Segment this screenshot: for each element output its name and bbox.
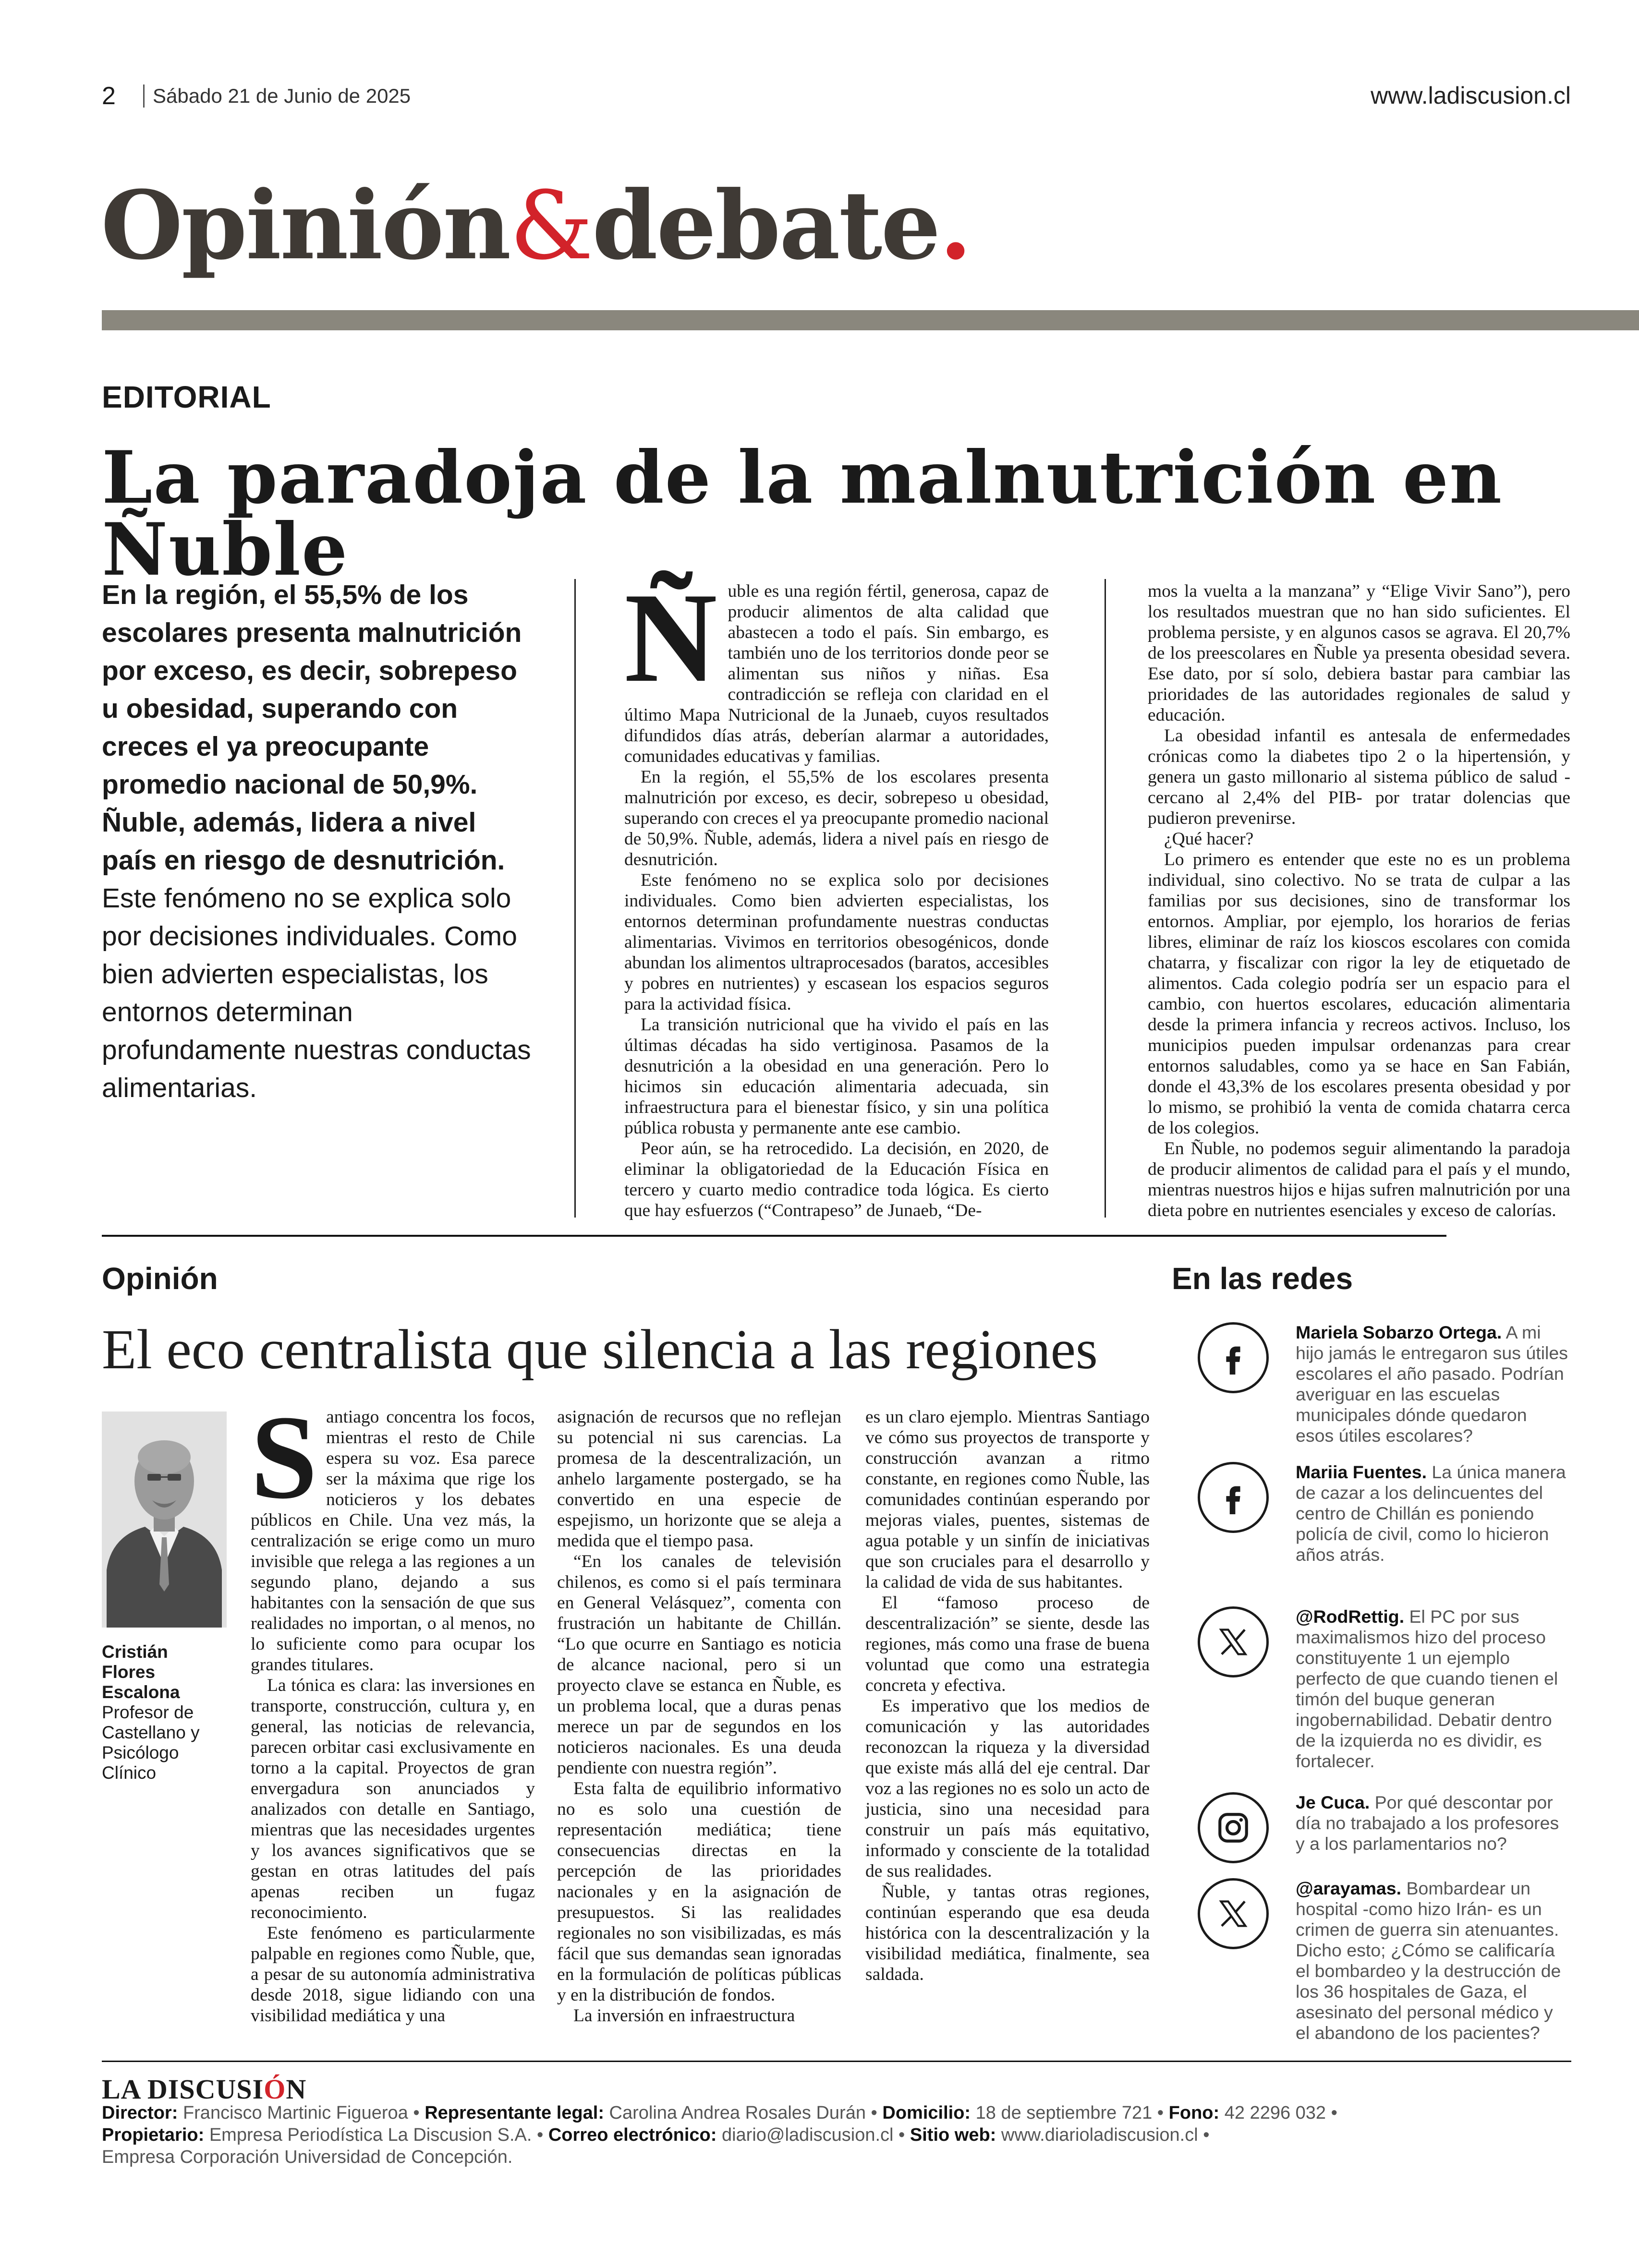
header-divider bbox=[143, 84, 145, 108]
masthead-line-2: Propietario: Empresa Periodística La Discusion S.A. • Correo electrónico: diario@ladiscusion.cl • Sitio web: www.diarioladiscusion.cl • bbox=[102, 2125, 1210, 2145]
opinion-headline: El eco centralista que silencia a las regiones bbox=[102, 1318, 1098, 1381]
editorial-lead-bold: En la región, el 55,5% de los escolares presenta malnutrición por exceso, es decir, sobrepeso u obesidad, superando con creces el ya preocupante promedio nacional de 50,9%. Ñuble, además, lidera a nivel país en riesgo de desnutrición. bbox=[102, 579, 522, 876]
issue-date: Sábado 21 de Junio de 2025 bbox=[153, 84, 411, 107]
opinion-column-3 bbox=[865, 1407, 1150, 1985]
social-section-label: En las redes bbox=[1172, 1261, 1353, 1296]
section-rule bbox=[102, 310, 1639, 330]
editorial-paragraph: ¿Qué hacer? bbox=[1164, 829, 1254, 849]
social-post-user: Mariia Fuentes. bbox=[1296, 1462, 1427, 1482]
opinion-column-2 bbox=[557, 1407, 841, 2026]
column-divider bbox=[574, 579, 576, 1218]
opinion-label: Opinión bbox=[102, 1261, 218, 1296]
newspaper-logo: LA DISCUSIÓN bbox=[102, 2074, 307, 2105]
email-link[interactable]: diario@ladiscusion.cl bbox=[721, 2125, 894, 2145]
social-post-user: @arayamas. bbox=[1296, 1878, 1402, 1898]
editorial-paragraph: La transición nutricional que ha vivido el país en las últimas décadas ha sido vertiginosa. Pasamos de la desnutrición a la obesidad en una generación. Pero lo hicimos sin educación alimentaria adecuada, sin infraestructura para el bienestar físico, y sin una política pública robusta y permanente ante ese cambio. bbox=[624, 1015, 1049, 1138]
opinion-paragraph: Este fenómeno es particularmente palpable en regiones como Ñuble, que, a pesar de su autonomía administrativa desde 2018, sigue lidiando con una visibilidad mediática y una bbox=[251, 1923, 535, 2026]
website-link[interactable]: www.diarioladiscusion.cl bbox=[1001, 2125, 1198, 2145]
opinion-paragraph: Esta falta de equilibrio informativo no es solo una cuestión de representación mediática; tiene consecuencias directas en la percepción de las prioridades nacionales y en la asignación de presupuestos. Si las realidades regionales no son visibilizadas, es más fácil que sus demandas sean ignoradas en la formulación de políticas públicas y en la distribución de fondos. bbox=[557, 1779, 841, 2005]
section-divider bbox=[102, 1235, 1446, 1237]
opinion-paragraph: Es imperativo que los medios de comunicación y las autoridades reconozcan la riqueza y la diversidad que existe más allá del eje central. Dar voz a las regiones no es solo un acto de justicia, sino una necesidad para construir un país más equitativo, informado y consciente de la totalidad de sus realidades. bbox=[865, 1696, 1150, 1881]
editorial-paragraph: Peor aún, se ha retrocedido. La decisión, en 2020, de eliminar la obligatoriedad de la Educación Física en tercero y cuarto medio contradice toda lógica. Es cierto que hay esfuerzos (“Contrapeso” de Junaeb, “De- bbox=[624, 1139, 1049, 1220]
editorial-paragraph: En la región, el 55,5% de los escolares presenta malnutrición por exceso, es decir, sobrepeso u obesidad, superando con creces el ya preocupante promedio nacional de 50,9%. Ñuble, además, lidera a nivel país en riesgo de desnutrición. bbox=[624, 767, 1049, 869]
opinion-paragraph: La inversión en infraestructura bbox=[573, 2006, 795, 2026]
website-link[interactable]: www.ladiscusion.cl bbox=[1371, 82, 1571, 109]
editorial-paragraph: mos la vuelta a la manzana” y “Elige Vivir Sano”), pero los resultados muestran que no han sido suficientes. El problema persiste, y en algunos casos se agrava. El 20,7% de los preescolares en Ñuble ya presenta obesidad severa. Ese dato, por sí solo, debiera bastar para cambiar las prioridades de las autoridades regionales de salud y educación. bbox=[1148, 581, 1570, 725]
author-role: Profesor de Castellano y Psicólogo Clínico bbox=[102, 1702, 200, 1783]
editorial-column-2 bbox=[1148, 581, 1570, 1221]
editorial-paragraph: Lo primero es entender que este no es un problema individual, sino colectivo. No se trata de culpar a las familias por sus decisiones, sino de transformar los entornos. Ampliar, por ejemplo, los horarios de ferias libres, eliminar de raíz los kioscos escolares con comida chatarra, y fiscalizar con rigor la ley de etiquetado de alimentos. Cada colegio podría ser un espacio para el cambio, con huertos escolares, educación alimentaria desde la primera infancia y recreos activos. Incluso, los municipios pueden impulsar ordenanzas para crear entornos saludables, como ya se hace en San Fabián, donde el 43,3% de los escolares presenta obesidad y por lo mismo, se prohibió la venta de comida chatarra cerca de los colegios. bbox=[1148, 850, 1570, 1138]
opinion-paragraph: “En los canales de televisión chilenos, es como si el país terminara en General Velásquez”, comenta con frustración un habitante de Chillán. “Lo que ocurre en Santiago es noticia de alcance nacional, pero si un proyecto clave se estanca en Ñuble, es un problema local, que a duras penas merece un par de segundos en los noticieros nacionales. Es una deuda pendiente con nuestra región”. bbox=[557, 1552, 841, 1778]
author-photo bbox=[102, 1411, 227, 1628]
social-post-text: @RodRettig. El PC por sus maximalismos hizo del proceso constituyente 1 un ejemplo perfecto de que cuando tienen el timón del buque generan ingobernabilidad. Debatir dentro de la izquierda no es dividir, es fortalecer. bbox=[1296, 1606, 1558, 1771]
editorial-paragraph: Ñuble es una región fértil, generosa, capaz de producir alimentos de alta calidad que abastecen a todo el país. Sin embargo, es también uno de los territorios donde peor se alimentan sus niños y niñas. Esa contradicción se refleja con claridad en el último Mapa Nutricional de la Junaeb, cuyos resultados difundidos días atrás, deberían alarmar a autoridades, comunidades educativas y familias. bbox=[624, 566, 1049, 766]
social-post-text: Je Cuca. Por qué descontar por día no trabajado a los profesores y a los parlamentarios no? bbox=[1296, 1792, 1559, 1854]
opinion-paragraph: Santiago concentra los focos, mientras el resto de Chile espera su voz. Esa parece ser la máxima que rige los noticieros y los debates públicos en Chile. Una vez más, la centralización se erige como un muro invisible que relega a las regiones a un segundo plano, dejando a sus habitantes con la sensación de que sus realidades no importan, o al menos, no lo suficiente como para ocupar los grandes titulares. bbox=[251, 1391, 535, 1675]
section-title-part1: Opinión bbox=[101, 170, 510, 281]
social-post-user: Je Cuca. bbox=[1296, 1792, 1370, 1812]
facebook-icon[interactable] bbox=[1198, 1322, 1269, 1393]
column-divider bbox=[1105, 579, 1106, 1218]
section-title-dot: . bbox=[939, 170, 971, 281]
editorial-paragraph: La obesidad infantil es antesala de enfermedades crónicas como la diabetes tipo 2 o la hipertensión, y genera un gasto millonario al sistema público de salud -cercano al 2,4% del PIB- por tratar dolencias que pudieron prevenirse. bbox=[1148, 726, 1570, 828]
editorial-column-1 bbox=[624, 566, 1049, 1221]
social-post-text: @arayamas. Bombardear un hospital -como hizo Irán- es un crimen de guerra sin atenuantes. Dicho esto; ¿Cómo se calificaría el bombardeo y la destrucción de los 36 hospitales de Gaza, el asesinato del personal médico y el abandono de los pacientes? bbox=[1296, 1878, 1561, 2043]
page-number: 2 bbox=[102, 82, 116, 110]
editorial-paragraph: Este fenómeno no se explica solo por decisiones individuales. Como bien advierten especialistas, los entornos determinan profundamente nuestras conductas alimentarias. Vivimos en territorios obesogénicos, donde abundan los alimentos ultraprocesados (baratos, accesibles y pobres en nutrientes) y escasean los espacios seguros para la actividad física. bbox=[624, 870, 1049, 1014]
x-icon[interactable] bbox=[1198, 1878, 1269, 1949]
drop-cap: S bbox=[251, 1391, 318, 1524]
editorial-headline: La paradoja de la malnutrición en Ñuble bbox=[102, 435, 1503, 592]
section-title-ampersand: & bbox=[510, 171, 592, 281]
opinion-paragraph: Ñuble, y tantas otras regiones, continúan esperando que esa deuda histórica con la descentralización y la visibilidad mediática, finalmente, sea saldada. bbox=[865, 1882, 1150, 1984]
editorial-lead bbox=[102, 576, 534, 1107]
editorial-paragraph: En Ñuble, no podemos seguir alimentando la paradoja de producir alimentos de calidad para el país y el mundo, mientras nuestros hijos e hijas sufren malnutrición por una dieta pobre en nutrientes esenciales y exceso de calorías. bbox=[1148, 1139, 1570, 1220]
social-post-user: @RodRettig. bbox=[1296, 1606, 1405, 1627]
opinion-paragraph: asignación de recursos que no reflejan su potencial ni sus carencias. La promesa de la descentralización, un anhelo largamente postergado, se ha convertido en una especie de espejismo, un horizonte que se aleja a medida que el tiempo pasa. bbox=[557, 1407, 841, 1551]
masthead-line-3: Empresa Corporación Universidad de Concepción. bbox=[102, 2147, 513, 2167]
x-icon[interactable] bbox=[1198, 1606, 1269, 1677]
footer-divider bbox=[102, 2061, 1571, 2062]
opinion-paragraph: La tónica es clara: las inversiones en transporte, construcción, cultura y, en general, las noticias de relevancia, parecen orbitar casi exclusivamente en torno a la capital. Proyectos de gran envergadura son anunciados y analizados con detalle en Santiago, mientras que las necesidades urgentes y los avances significativos que se gestan en otras latitudes del país apenas reciben un fugaz reconocimiento. bbox=[251, 1676, 535, 1922]
author-info bbox=[102, 1642, 217, 1783]
opinion-column-1 bbox=[251, 1391, 535, 2026]
social-post-text: Mariia Fuentes. La única manera de cazar a los delincuentes del centro de Chillán es poniendo policía de civil, como lo hicieron años atrás. bbox=[1296, 1462, 1566, 1565]
section-title-part2: debate bbox=[592, 170, 939, 281]
facebook-icon[interactable] bbox=[1198, 1462, 1269, 1533]
social-post-user: Mariela Sobarzo Ortega. bbox=[1296, 1322, 1502, 1342]
opinion-paragraph: El “famoso proceso de descentralización” se siente, desde las regiones, más como una frase de buena voluntad que como una estrategia concreta y efectiva. bbox=[865, 1593, 1150, 1695]
masthead-info bbox=[102, 2102, 1590, 2168]
editorial-lead-regular: Este fenómeno no se explica solo por decisiones individuales. Como bien advierten especialistas, los entornos determinan profundamente nuestras conductas alimentarias. bbox=[102, 883, 531, 1103]
section-title bbox=[101, 170, 971, 281]
editorial-label: EDITORIAL bbox=[102, 380, 271, 414]
opinion-paragraph: es un claro ejemplo. Mientras Santiago ve cómo sus proyectos de transporte y construcción avanzan a ritmo constante, en regiones como Ñuble, las comunidades continúan esperando por mejoras viales, puentes, sistemas de agua potable y un sinfín de iniciativas que son cruciales para el desarrollo y la calidad de vida de sus habitantes. bbox=[865, 1407, 1150, 1592]
masthead-line-1: Director: Francisco Martinic Figueroa • Representante legal: Carolina Andrea Rosales Durán • Domicilio: 18 de septiembre 721 • Fono: 42 2296 032 • bbox=[102, 2103, 1337, 2123]
instagram-icon[interactable] bbox=[1198, 1792, 1269, 1863]
author-name: Cristián Flores Escalona bbox=[102, 1642, 180, 1702]
drop-cap: Ñ bbox=[624, 566, 717, 709]
social-post-text: Mariela Sobarzo Ortega. A mi hijo jamás le entregaron sus útiles escolares el año pasado. Podrían averiguar en las escuelas municipales dónde quedaron esos útiles escolares? bbox=[1296, 1322, 1568, 1446]
